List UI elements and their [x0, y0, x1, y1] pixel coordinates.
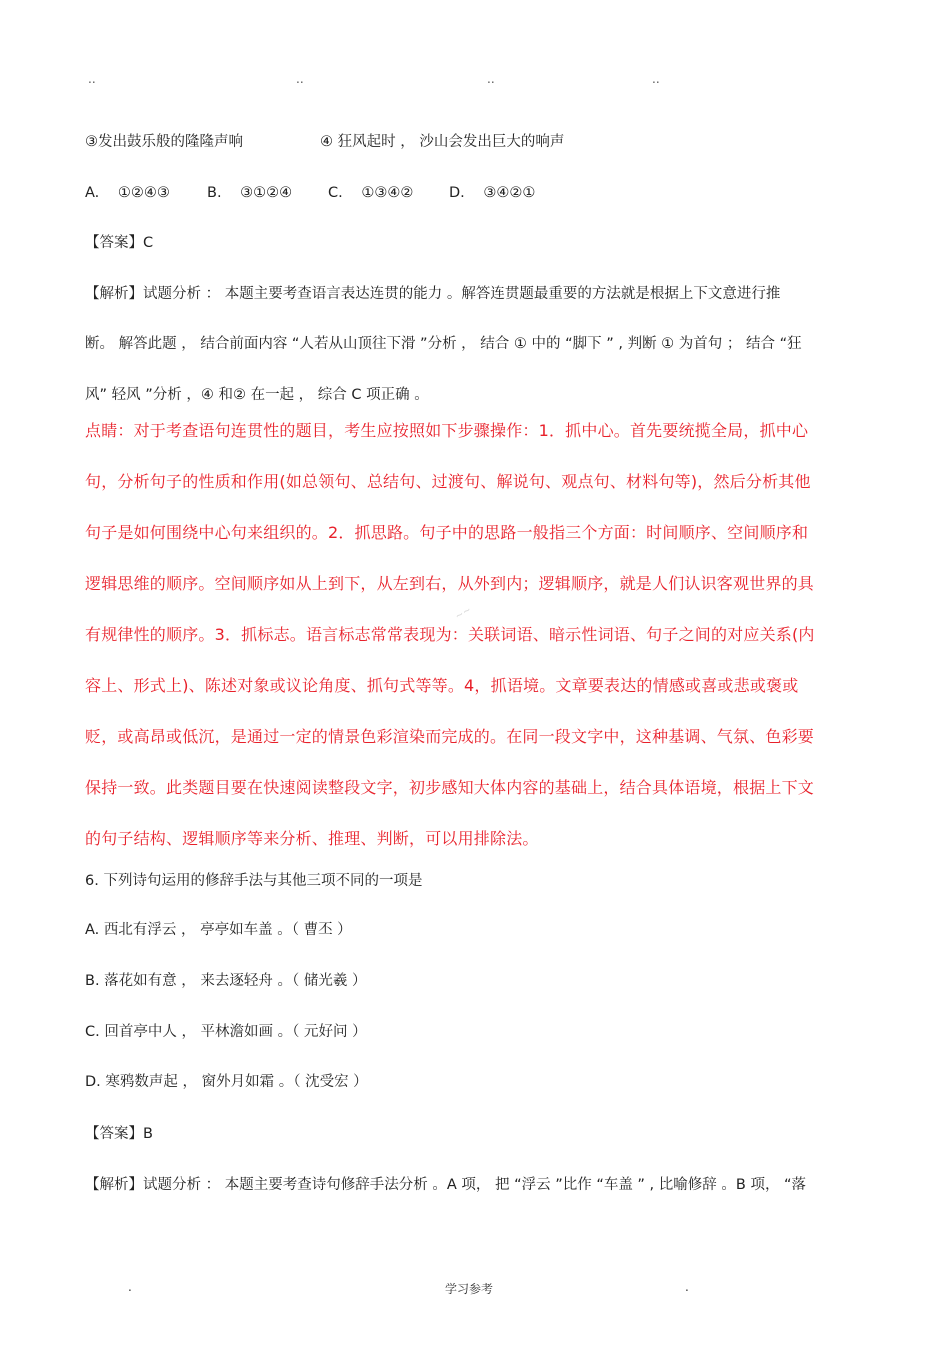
q5-item-4: ④ 狂风起时 ， 沙山会发出巨大的响声 — [320, 134, 565, 150]
tip-line: 贬，或高昂或低沉，是通过一定的情景色彩渲染而完成的。在同一段文字中，这种基调、气氛、色彩要 — [85, 727, 815, 746]
q6-option: B. 落花如有意 ， 来去逐轻舟 。（ 储光羲 ） — [85, 973, 367, 989]
q6-analysis: 【解析】试题分析 ： 本题主要考查诗句修辞手法分析 。A 项， 把 “浮云 ”比作 “车盖 ” , 比喻修辞 。B 项， “落 — [85, 1177, 807, 1193]
header-mark: .. — [88, 72, 96, 86]
header-mark: .. — [652, 72, 660, 86]
q6-option: D. 寒鸦数声起 ， 窗外月如霜 。（ 沈受宏 ） — [85, 1074, 368, 1090]
analysis-line: 风” 轻风 ”分析 ，④ 和② 在一起 ， 综合 C 项正确 。 — [85, 387, 429, 403]
header-mark: .. — [487, 72, 495, 86]
footer-left-dot: . — [128, 1280, 132, 1294]
option-letter: C. — [328, 185, 343, 201]
option-text: ③①②④ — [240, 185, 293, 201]
tip-line: 点睛：对于考查语句连贯性的题目，考生应按照如下步骤操作：1．抓中心。首先要统揽全局，抓中心 — [85, 421, 809, 440]
tip-line: 逻辑思维的顺序。空间顺序如从上到下，从左到右，从外到内；逻辑顺序，就是人们认识客观世界的具 — [85, 574, 815, 593]
footer-label: 学习参考 — [445, 1282, 494, 1296]
header-mark: .. — [296, 72, 304, 86]
option-text: ①②④③ — [117, 185, 170, 201]
analysis-line: 断。 解答此题 ， 结合前面内容 “人若从山顶往下滑 ”分析 ， 结合 ① 中的 “脚下 ” , 判断 ① 为首句 ； 结合 “狂 — [85, 336, 802, 352]
q5-answer: 【答案】C — [85, 235, 154, 251]
tip-line: 有规律性的顺序。3．抓标志。语言标志常常表现为：关联词语、暗示性词语、句子之间的对应关系(内 — [85, 625, 815, 644]
tip-line: 的句子结构、逻辑顺序等来分析、推理、判断，可以用排除法。 — [85, 829, 539, 848]
option-letter: B. — [207, 185, 222, 201]
footer-right-dot: . — [685, 1280, 689, 1294]
tip-line: 容上、形式上)、陈述对象或议论角度、抓句式等等。4，抓语境。文章要表达的情感或喜或悲或褒或 — [85, 676, 799, 695]
option-text: ①③④② — [361, 185, 414, 201]
q6-option: C. 回首亭中人 ， 平林澹如画 。（ 元好问 ） — [85, 1024, 367, 1040]
tip-line: 句子是如何围绕中心句来组织的。2．抓思路。句子中的思路一般指三个方面：时间顺序、空间顺序和 — [85, 523, 809, 542]
option-text: ③④②① — [483, 185, 536, 201]
q5-item-3: ③发出鼓乐般的隆隆声响 — [85, 134, 243, 150]
q5-option-d — [449, 183, 535, 203]
q5-option-c — [328, 183, 413, 203]
tip-line: 句，分析句子的性质和作用(如总领句、总结句、过渡句、解说句、观点句、材料句等)，然后分析其他 — [85, 472, 811, 491]
option-letter: D. — [449, 185, 465, 201]
option-letter: A. — [85, 185, 100, 201]
q6-stem: 6. 下列诗句运用的修辞手法与其他三项不同的一项是 — [85, 873, 423, 889]
tip-line: 保持一致。此类题目要在快速阅读整段文字，初步感知大体内容的基础上，结合具体语境，根据上下文 — [85, 778, 815, 797]
q5-option-a — [85, 183, 170, 203]
q6-answer: 【答案】B — [85, 1126, 153, 1142]
q6-option: A. 西北有浮云 ， 亭亭如车盖 。（ 曹丕 ） — [85, 922, 352, 938]
q5-option-b — [207, 183, 292, 203]
analysis-line: 【解析】试题分析 ： 本题主要考查语言表达连贯的能力 。解答连贯题最重要的方法就是根据上下文意进行推 — [85, 286, 781, 302]
watermark: ~~ — [453, 604, 474, 623]
